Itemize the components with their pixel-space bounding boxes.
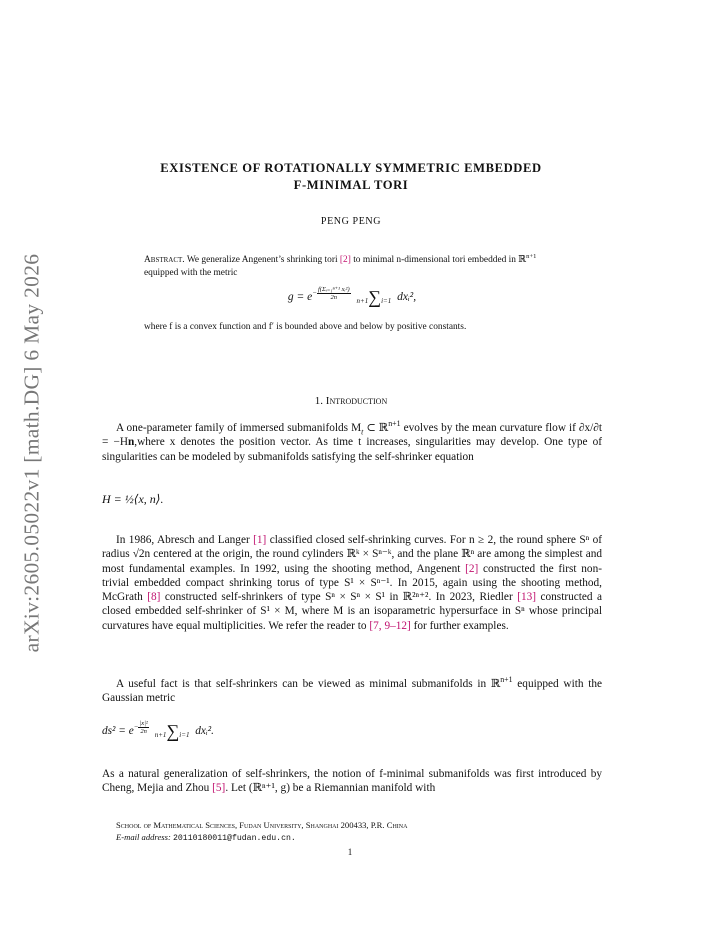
equation-2 [102,720,602,740]
p2-text-d: constructed self-shrinkers of type Sⁿ × Sⁿ × S¹ in ℝ²ⁿ⁺². In 2023, Riedler [164,591,513,604]
eq-lhs: g = e [287,290,313,303]
sum-symbol: ∑ [368,287,382,308]
p4-text-b: . Let (ℝⁿ⁺¹, g) be a Riemannian manifold with [225,782,436,795]
p3-text-a: A useful fact is that self-shrinkers can be viewed as minimal submanifolds in ℝ [116,678,501,690]
section-title: Introduction [325,395,388,407]
p2-text-b: classified closed self-shrinking curves. For n ≥ 2, the round sphere Sⁿ of radius √2n centered at the origin, the round cylinders ℝᵏ × Sⁿ⁻ᵏ, and the plane ℝⁿ are among the simplest and most fundamental examples. In 1992, using the shooting method, Angenent [102,534,602,575]
abstract-paragraph [144,254,560,280]
section-number: 1. [314,395,324,407]
citation-link[interactable]: [8] [147,591,161,604]
arxiv-stamp [12,248,52,658]
p1-text-c: evolves by the mean curvature flow if ∂x/∂t = −H [102,422,602,449]
abstract-label: Abstract. [144,255,185,265]
citation-link[interactable]: [13] [517,591,537,604]
p3-text-b: equipped with the Gaussian metric [102,678,602,705]
paragraph-4 [102,767,602,796]
abstract-closing: where f is a convex function and f′ is bounded above and below by positive constants. [144,322,467,332]
p2-text-e: constructed a closed embedded self-shrinker of S¹ × M, where M is an isoparametric hypersurface in Sⁿ whose principal curvatures have equal multiplicities. We refer the reader to [102,591,603,632]
p2-text-c: constructed the first non-trivial embedded compact shrinking torus of type S¹ × Sⁿ⁻¹. In 2015, again using the shooting method, McGrath [102,562,602,604]
eq2-exp: − [133,723,139,732]
eq2-sum-bot: i=1 [179,731,190,740]
eq2-lhs: ds² = e [102,724,134,737]
sum-symbol: ∑ [166,721,180,742]
abstract-text-c: equipped with the metric [144,268,238,278]
eq2-rhs: dxᵢ². [195,724,214,737]
paragraph-2 [102,533,602,633]
eq-frac-den: 2n [330,294,338,301]
eq2-sum-top: n+1 [154,731,167,740]
paragraph-1: A one-parameter family of immersed submanifolds $M_t$ ⊂ ℝ$^{n+1}$ evolves by the mean curvature flow if ∂x/∂t = −Hn,where x denotes the position vector. As time t increases, singularities may develop. One type of singularities can be modeled by submanifolds satisfying the self-shrinker equation [102,419,602,463]
p4-text-a: As a natural generalization of self-shrinkers, the notion of f-minimal submanifolds was first introduced by Cheng, Mejia and Zhou [102,768,602,795]
affiliation: School of Mathematical Sciences, Fudan University, Shanghai 200433, P.R. China [116,820,408,830]
abstract-sup: n+1 [526,252,537,260]
citation-link[interactable]: [2] [465,562,479,575]
citation-link[interactable]: [7, 9–12] [369,619,411,632]
paper-title [100,160,602,194]
abstract-text-a: We generalize Angenent’s shrinking tori [186,255,338,265]
p3-sup: n+1 [500,675,513,685]
eq-sum-top: n+1 [356,297,369,306]
footnote [116,819,596,845]
p1-text-a: A one-parameter family of immersed submanifolds M [116,422,362,434]
abstract-text-b: to minimal n-dimensional tori embedded in ℝ [353,255,527,265]
eq-rhs: dxᵢ², [397,290,417,303]
citation-link[interactable]: [5] [212,782,226,795]
p1-bold-n: n [127,436,135,449]
p2-text-a: In 1986, Abresch and Langer [116,534,250,546]
title-line-2: F-MINIMAL TORI [293,178,409,192]
p2-text-f: for further examples. [413,619,509,632]
section-heading [100,395,602,407]
eq2-frac-den: 2n [140,728,147,735]
author-name: PENG PENG [320,216,382,227]
eq-frac-num: f(Σᵢ₌₁ⁿ⁺¹ xᵢ²) [317,286,350,293]
email-label: E-mail address: [116,832,171,842]
email-link[interactable]: 20110180011@fudan.edu.cn. [172,834,296,843]
p1-text-b: ⊂ ℝ [366,422,389,434]
eq-exp-sign: − [312,289,317,298]
title-line-1: EXISTENCE OF ROTATIONALLY SYMMETRIC EMBEDDED [160,161,542,175]
citation-link[interactable]: [2] [339,255,351,265]
citation-link[interactable]: [1] [253,534,267,546]
eq-sum-bot: i=1 [381,297,392,306]
abstract-equation [144,286,560,306]
paragraph-3 [102,677,602,706]
page-number: 1 [347,847,353,857]
arxiv-stamp-text: arXiv:2605.05022v1 [math.DG] 6 May 2026 [19,253,44,653]
eq2-frac-num: |x|² [139,720,148,727]
equation-1: H = ½⟨x, n⟩. [102,492,164,506]
p1-text-e: ,where x denotes the position vector. As time t increases, singularities may develop. One type of singularities can be modeled by submanifolds satisfying the self-shrinker equation [102,436,602,463]
